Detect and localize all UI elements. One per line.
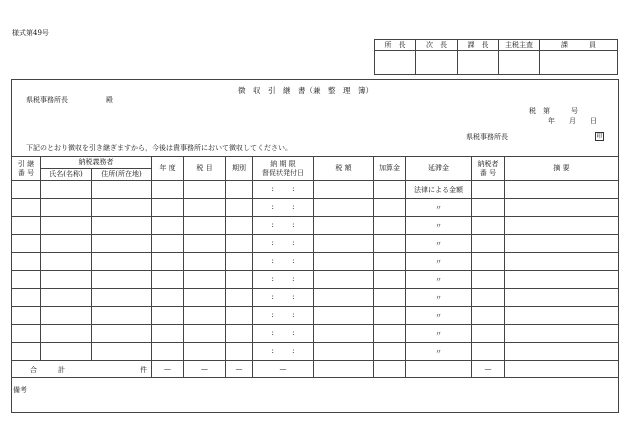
- table-cell[interactable]: [226, 181, 253, 199]
- header-year: 年 度: [152, 157, 184, 181]
- table-cell[interactable]: [374, 289, 406, 307]
- header-deadline: 納 期 限 督促状発付日: [253, 157, 314, 181]
- table-cell[interactable]: [314, 181, 374, 199]
- header-name: 氏名(名称): [41, 169, 92, 181]
- table-cell[interactable]: [41, 199, 92, 217]
- table-cell[interactable]: [226, 307, 253, 325]
- table-row: [12, 271, 619, 289]
- delinquency-cell[interactable]: 〃: [406, 199, 472, 217]
- table-cell[interactable]: [152, 181, 184, 199]
- approval-header-chief-tax: 主税主査: [499, 40, 540, 51]
- table-cell[interactable]: [12, 217, 41, 235]
- table-cell[interactable]: [226, 235, 253, 253]
- deadline-cell[interactable]: : :: [253, 217, 314, 235]
- table-cell[interactable]: [226, 199, 253, 217]
- table-cell[interactable]: [472, 199, 505, 217]
- header-taxpayer-no: 納税者 番 号: [472, 157, 505, 181]
- table-cell[interactable]: [505, 307, 619, 325]
- table-cell[interactable]: [314, 271, 374, 289]
- table-cell[interactable]: [41, 253, 92, 271]
- deadline-cell[interactable]: : :: [253, 253, 314, 271]
- total-dash: —: [253, 361, 314, 378]
- approval-stamp-box[interactable]: [375, 51, 416, 75]
- table-cell[interactable]: [152, 217, 184, 235]
- table-cell[interactable]: [152, 307, 184, 325]
- header-tax-amount: 税 額: [314, 157, 374, 181]
- table-cell[interactable]: [505, 181, 619, 199]
- table-cell[interactable]: [374, 235, 406, 253]
- table-row: [12, 217, 619, 235]
- approval-header-director: 所 長: [375, 40, 416, 51]
- table-cell[interactable]: [12, 253, 41, 271]
- table-cell[interactable]: [472, 181, 505, 199]
- table-cell[interactable]: [184, 343, 226, 361]
- table-row: [12, 325, 619, 343]
- table-cell[interactable]: [314, 217, 374, 235]
- total-dash: —: [226, 361, 253, 378]
- table-cell[interactable]: [314, 235, 374, 253]
- delinquency-cell[interactable]: 〃: [406, 235, 472, 253]
- table-cell[interactable]: [505, 253, 619, 271]
- table-cell[interactable]: [92, 325, 152, 343]
- deadline-cell[interactable]: : :: [253, 271, 314, 289]
- table-cell[interactable]: [152, 271, 184, 289]
- document-number: 税 第 号: [529, 107, 578, 115]
- honorific: 殿: [106, 96, 113, 104]
- table-cell[interactable]: [152, 325, 184, 343]
- table-cell[interactable]: [41, 289, 92, 307]
- table-cell[interactable]: [505, 343, 619, 361]
- table-cell[interactable]: [374, 181, 406, 199]
- deadline-cell[interactable]: : :: [253, 307, 314, 325]
- table-cell[interactable]: [472, 325, 505, 343]
- table-cell[interactable]: [152, 289, 184, 307]
- table-cell[interactable]: [184, 289, 226, 307]
- deadline-cell[interactable]: : :: [253, 289, 314, 307]
- table-cell[interactable]: [12, 289, 41, 307]
- header-obligor: 納税義務者: [41, 157, 152, 169]
- header-period: 期別: [226, 157, 253, 181]
- table-cell[interactable]: [41, 343, 92, 361]
- delinquency-cell[interactable]: 法律による金額: [406, 181, 472, 199]
- total-dash: —: [152, 361, 184, 378]
- delinquency-cell[interactable]: 〃: [406, 217, 472, 235]
- table-cell[interactable]: [472, 343, 505, 361]
- table-cell[interactable]: [92, 217, 152, 235]
- document-date: 年 月 日: [548, 117, 597, 125]
- header-delinquency: 延滞金: [406, 157, 472, 181]
- table-cell[interactable]: [505, 217, 619, 235]
- table-cell[interactable]: [505, 235, 619, 253]
- table-cell[interactable]: [41, 235, 92, 253]
- table-cell[interactable]: [505, 325, 619, 343]
- table-cell[interactable]: [92, 253, 152, 271]
- table-row: [12, 289, 619, 307]
- table-cell[interactable]: [505, 199, 619, 217]
- intro-text: 下記のとおり徴収を引き継ぎますから，今後は貴事務所において徴収してください。: [26, 144, 292, 152]
- deadline-cell[interactable]: : :: [253, 181, 314, 199]
- table-cell[interactable]: [314, 199, 374, 217]
- table-cell[interactable]: [472, 217, 505, 235]
- approval-stamp-box[interactable]: [499, 51, 540, 75]
- table-cell[interactable]: [92, 289, 152, 307]
- table-cell[interactable]: [374, 343, 406, 361]
- table-cell[interactable]: [184, 199, 226, 217]
- deadline-cell[interactable]: : :: [253, 235, 314, 253]
- deadline-cell[interactable]: : :: [253, 343, 314, 361]
- approval-stamp-box[interactable]: [416, 51, 458, 75]
- table-cell[interactable]: [314, 289, 374, 307]
- table-cell[interactable]: [472, 271, 505, 289]
- header-tax-item: 税 目: [184, 157, 226, 181]
- table-row: [12, 253, 619, 271]
- table-cell[interactable]: [92, 343, 152, 361]
- deadline-cell[interactable]: : :: [253, 325, 314, 343]
- table-cell[interactable]: [41, 217, 92, 235]
- header-address: 住所(所在地): [92, 169, 152, 181]
- table-cell[interactable]: [12, 307, 41, 325]
- table-cell[interactable]: [226, 217, 253, 235]
- table-cell[interactable]: [184, 217, 226, 235]
- header-surcharge: 加算金: [374, 157, 406, 181]
- header-summary: 摘 要: [505, 157, 619, 181]
- approval-header-section-chief: 課 長: [458, 40, 499, 51]
- table-cell[interactable]: [226, 343, 253, 361]
- header-transfer-no: 引 継 番 号: [12, 157, 41, 181]
- approval-stamp-box[interactable]: [458, 51, 499, 75]
- total-dash: —: [184, 361, 226, 378]
- approval-header-staff: 課 員: [540, 40, 618, 51]
- table-cell[interactable]: [314, 325, 374, 343]
- table-cell[interactable]: [12, 325, 41, 343]
- table-cell[interactable]: [12, 199, 41, 217]
- table-cell[interactable]: [184, 235, 226, 253]
- table-cell[interactable]: [184, 181, 226, 199]
- approval-grid: [374, 39, 618, 75]
- table-row: [12, 343, 619, 361]
- sender: 県税事務所長: [466, 133, 508, 141]
- table-cell[interactable]: [314, 253, 374, 271]
- table-row: [12, 181, 619, 199]
- document-title: 徴 収 引 継 書（兼 整 理 簿）: [238, 86, 373, 95]
- total-dash: —: [472, 361, 505, 378]
- table-row: [12, 307, 619, 325]
- table-cell[interactable]: [92, 235, 152, 253]
- table-cell[interactable]: [472, 253, 505, 271]
- table-cell[interactable]: [184, 307, 226, 325]
- delinquency-cell[interactable]: 〃: [406, 289, 472, 307]
- table-cell[interactable]: [505, 271, 619, 289]
- delinquency-cell[interactable]: 〃: [406, 307, 472, 325]
- deadline-cell[interactable]: : :: [253, 199, 314, 217]
- table-cell[interactable]: [41, 307, 92, 325]
- table-cell[interactable]: [184, 325, 226, 343]
- table-cell[interactable]: [226, 271, 253, 289]
- table-cell[interactable]: [374, 217, 406, 235]
- table-cell[interactable]: [374, 253, 406, 271]
- delinquency-cell[interactable]: 〃: [406, 271, 472, 289]
- delinquency-cell[interactable]: 〃: [406, 253, 472, 271]
- table-row: [12, 235, 619, 253]
- table-cell[interactable]: [12, 181, 41, 199]
- total-row-label: 合 計 件: [12, 361, 152, 378]
- total-cell[interactable]: [505, 361, 619, 378]
- table-cell[interactable]: [12, 343, 41, 361]
- table-cell[interactable]: [472, 235, 505, 253]
- seal-icon: 印: [596, 133, 603, 140]
- table-cell[interactable]: [92, 271, 152, 289]
- table-cell[interactable]: [41, 181, 92, 199]
- table-cell[interactable]: [152, 343, 184, 361]
- table-cell[interactable]: [374, 199, 406, 217]
- table-cell[interactable]: [92, 307, 152, 325]
- ledger-table: [11, 156, 619, 378]
- table-cell[interactable]: [12, 271, 41, 289]
- table-cell[interactable]: [226, 253, 253, 271]
- total-cell[interactable]: [314, 361, 374, 378]
- table-cell[interactable]: [92, 199, 152, 217]
- form-number: 様式第49号: [12, 29, 49, 37]
- table-cell[interactable]: [41, 271, 92, 289]
- approval-stamp-box[interactable]: [540, 51, 618, 75]
- table-cell[interactable]: [226, 289, 253, 307]
- table-cell[interactable]: [41, 325, 92, 343]
- table-cell[interactable]: [374, 307, 406, 325]
- table-cell[interactable]: [505, 289, 619, 307]
- table-cell[interactable]: [92, 181, 152, 199]
- table-cell[interactable]: [374, 271, 406, 289]
- table-row: [12, 199, 619, 217]
- remarks-label: 備考: [13, 386, 27, 394]
- table-cell[interactable]: [152, 235, 184, 253]
- total-cell[interactable]: [406, 361, 472, 378]
- table-cell[interactable]: [226, 325, 253, 343]
- table-cell[interactable]: [472, 307, 505, 325]
- table-cell[interactable]: [12, 235, 41, 253]
- table-cell[interactable]: [184, 253, 226, 271]
- delinquency-cell[interactable]: 〃: [406, 343, 472, 361]
- addressee: 県税事務所長: [26, 96, 68, 104]
- total-cell[interactable]: [374, 361, 406, 378]
- table-cell[interactable]: [152, 199, 184, 217]
- delinquency-cell[interactable]: 〃: [406, 325, 472, 343]
- table-cell[interactable]: [374, 325, 406, 343]
- table-cell[interactable]: [472, 289, 505, 307]
- approval-header-deputy: 次 長: [416, 40, 458, 51]
- table-cell[interactable]: [314, 307, 374, 325]
- table-cell[interactable]: [314, 343, 374, 361]
- table-cell[interactable]: [184, 271, 226, 289]
- table-cell[interactable]: [152, 253, 184, 271]
